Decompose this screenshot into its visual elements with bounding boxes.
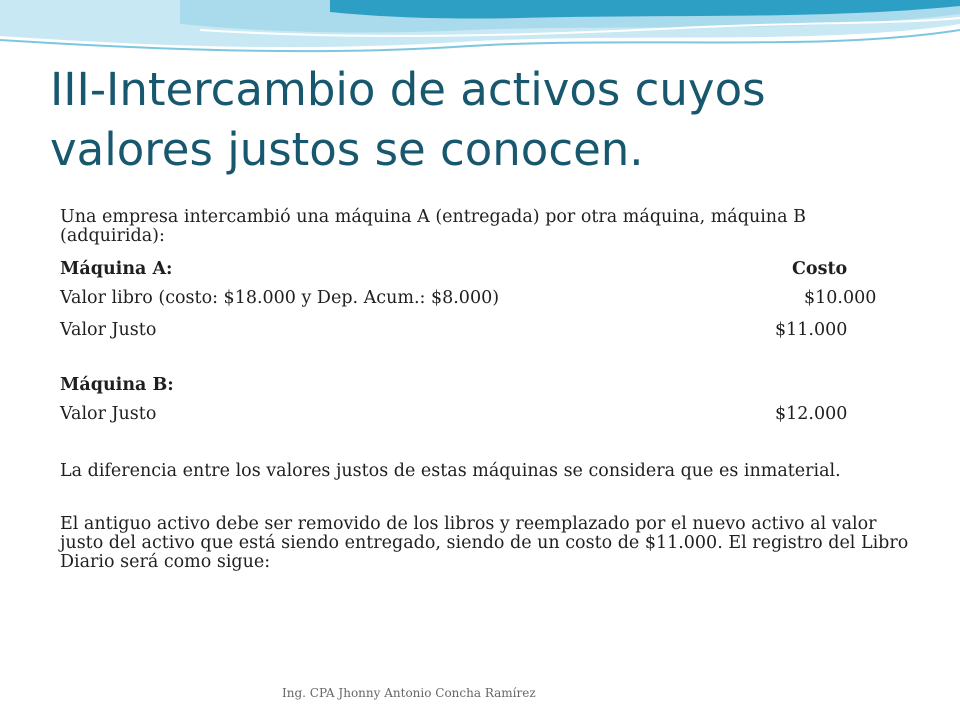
machine-a-fair-value-row	[60, 321, 910, 341]
book-value-label: Valor libro (costo: $18.000 y Dep. Acum.: $8.000)	[60, 288, 500, 308]
machine-a-fair-value-label: Valor Justo	[60, 320, 157, 340]
intro-paragraph: Una empresa intercambió una máquina A (entregada) por otra máquina, máquina B (adquirida):	[60, 207, 806, 246]
materiality-paragraph: La diferencia entre los valores justos de estas máquinas se considera que es inmaterial.	[60, 461, 841, 481]
title-line-2: valores justos se conocen.	[50, 123, 644, 176]
book-value-amount: $10.000	[804, 288, 877, 308]
title-line-1: III-Intercambio de activos cuyos	[50, 63, 766, 116]
machine-b-fair-value-label: Valor Justo	[60, 404, 157, 424]
machine-b-fair-value-row	[60, 405, 910, 425]
journal-entry-paragraph: El antiguo activo debe ser removido de los libros y reemplazado por el nuevo activo al valor justo del activo que está siendo entregado, siendo de un costo de $11.000. El registro del Libro Diario será como sigue:	[60, 514, 909, 572]
machine-b-label: Máquina B:	[60, 375, 174, 395]
machine-a-book-value-row	[60, 289, 910, 309]
footer-author: Ing. CPA Jhonny Antonio Concha Ramírez	[282, 686, 536, 700]
machine-b-fair-value-amount: $12.000	[775, 404, 848, 424]
machine-a-label: Máquina A:	[60, 259, 173, 279]
machine-b-header-row	[60, 376, 910, 396]
machine-a-fair-value-amount: $11.000	[775, 320, 848, 340]
machine-a-header-row	[60, 260, 910, 280]
cost-column-header: Costo	[792, 259, 848, 279]
slide-title	[50, 60, 930, 180]
